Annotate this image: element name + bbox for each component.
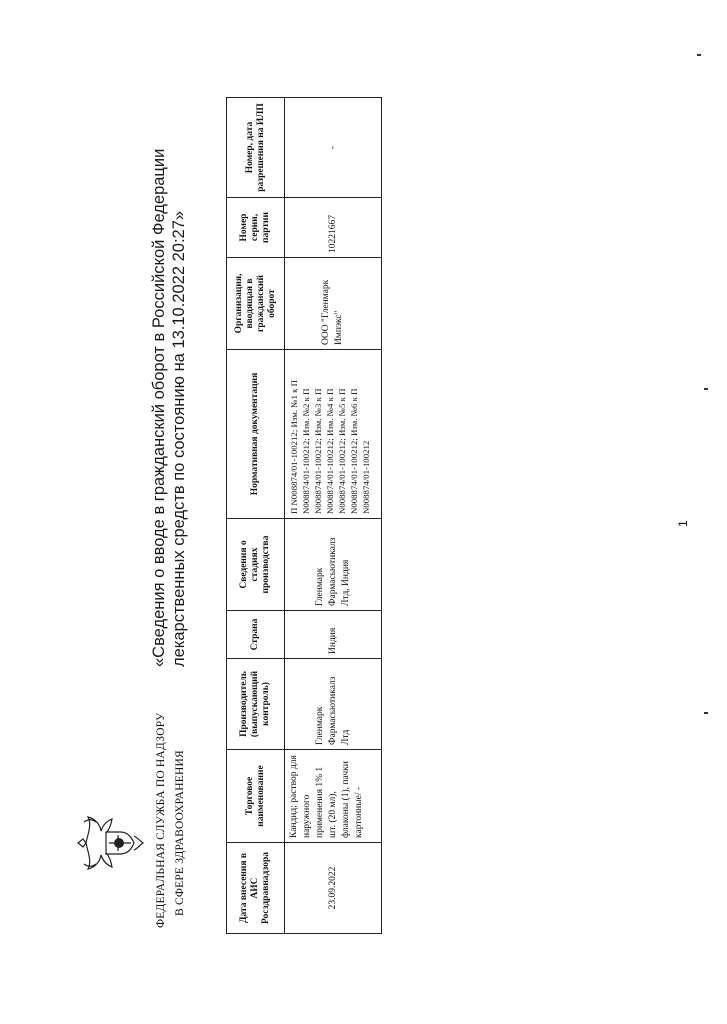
header-norm-doc: Нормативная документация: [227, 350, 285, 519]
cell-country: Индия: [285, 611, 382, 659]
header-organization: Организация, вводящая в гражданский оборот: [227, 258, 285, 350]
page-number: 1: [676, 520, 690, 527]
header-trade-name: Торговое наименование: [227, 750, 285, 843]
scan-mark: [704, 712, 708, 714]
header-stages: Сведения о стадиях производства: [227, 519, 285, 611]
cell-permit: -: [285, 98, 382, 198]
cell-organization: ООО "Гленмарк Импэкс": [285, 258, 382, 350]
cell-norm-doc: П N008874/01-100212; Изм. №1 к П N008874/01-100212; Изм. №2 к П N008874/01-100212; Изм. №3 к П N008874/01-100212; Изм. №4 к П N008874/01-100212; Изм. №5 к П N008874/01-100212; Изм. №6 к П N008874/01-100212: [285, 350, 382, 519]
header-batch: Номер серии, партии: [227, 198, 285, 258]
eagle-emblem-icon: [72, 810, 146, 876]
org-name-line2: В СФЕРЕ ЗДРАВООХРАНЕНИЯ: [174, 750, 186, 916]
cell-date: 23.09.2022: [285, 843, 382, 934]
scan-mark: [697, 54, 701, 56]
header-date: Дата внесения в АИС Росздравнадзора: [227, 843, 285, 934]
table-header-row: [227, 98, 285, 934]
document-title-line1: «Сведения о вводе в гражданский оборот в Российской Федерации: [150, 148, 168, 667]
document-title-line2: лекарственных средств по состоянию на 13.10.2022 20:27»: [170, 210, 188, 667]
table-row: [285, 98, 382, 934]
cell-batch: 10221667: [285, 198, 382, 258]
header-permit: Номер, дата разрешения на ИЛП: [227, 98, 285, 198]
scan-mark: [704, 388, 708, 390]
cell-stages: Гленмарк Фармасьютикалз Лтд, Индия: [285, 519, 382, 611]
header-manufacturer: Производитель (выпускающий контроль): [227, 659, 285, 750]
cell-manufacturer: Гленмарк Фармасьютикалз Лтд: [285, 659, 382, 750]
cell-trade-name: Кандид; раствор для наружного применения 1% 1 шт. (20 мл), флаконы (1), пачки картонные/ -: [285, 750, 382, 843]
medicines-table: [226, 97, 382, 934]
header-country: Страна: [227, 611, 285, 659]
org-name-line1: ФЕДЕРАЛЬНАЯ СЛУЖБА ПО НАДЗОРУ: [155, 712, 167, 928]
